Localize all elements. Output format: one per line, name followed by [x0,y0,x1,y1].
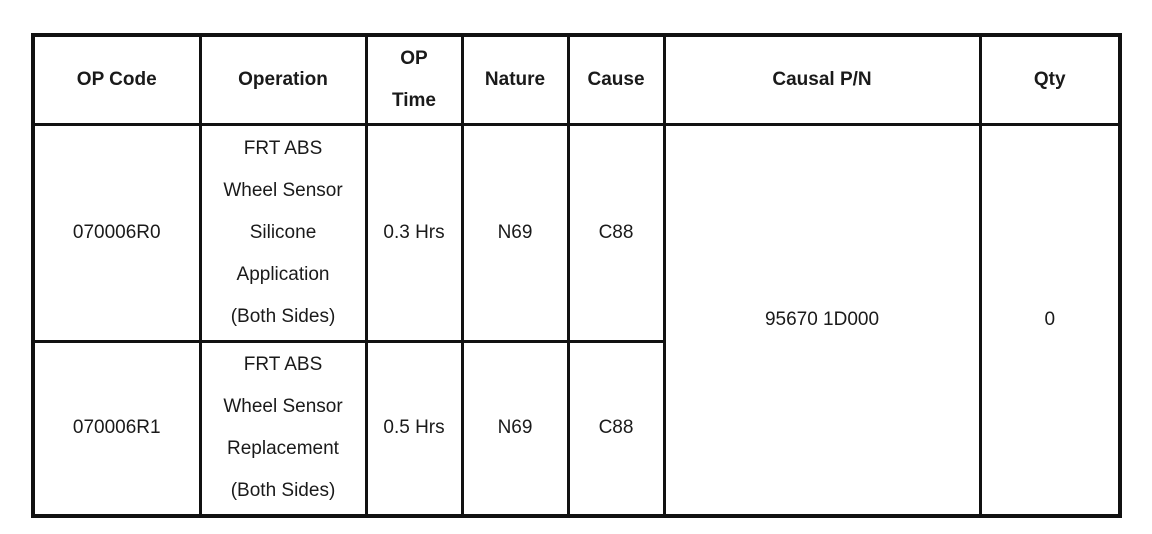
table-row [33,125,1120,342]
op-time-cell: 0.3 Hrs [366,125,462,342]
op-code-cell: 070006R0 [33,125,200,342]
header-op-time [366,35,462,125]
qty-cell: 0 [980,125,1120,517]
header-causal-pn: Causal P/N [664,35,980,125]
operation-table [31,33,1122,518]
header-op-time-line-2: Time [391,90,436,111]
header-op-time-line-1: OP [400,48,428,69]
operation-line: FRT ABS [243,354,323,376]
header-operation: Operation [200,35,366,125]
operation-line: Replacement [227,438,339,460]
operation-line: Wheel Sensor [223,179,343,201]
cause-cell: C88 [568,125,664,342]
causal-pn-cell: 95670 1D000 [664,125,980,517]
operation-line: Silicone [249,221,317,243]
nature-cell: N69 [462,125,568,342]
header-op-code: OP Code [33,35,200,125]
header-qty: Qty [980,35,1120,125]
operation-line: FRT ABS [243,137,323,159]
nature-cell: N69 [462,341,568,516]
header-row [33,35,1120,125]
operation-cell [200,125,366,342]
header-nature: Nature [462,35,568,125]
operation-cell [200,341,366,516]
op-code-cell: 070006R1 [33,341,200,516]
header-cause: Cause [568,35,664,125]
operation-line: (Both Sides) [230,480,336,502]
cause-cell: C88 [568,341,664,516]
operation-line: Wheel Sensor [223,396,343,418]
op-time-cell: 0.5 Hrs [366,341,462,516]
operation-line: Application [236,263,330,285]
operation-line: (Both Sides) [230,305,336,327]
